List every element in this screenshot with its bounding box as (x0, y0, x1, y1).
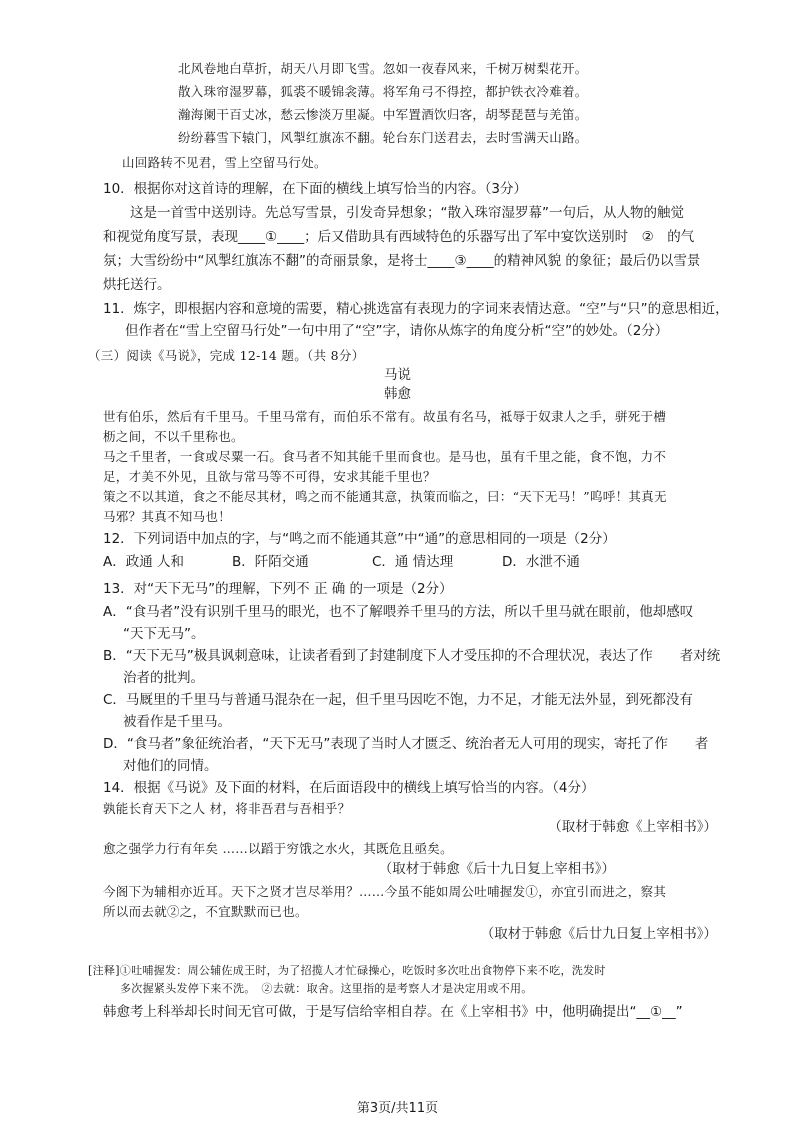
material-2: 愈之强学力行有年矣 ……以蹈于穷饿之水火，其既危且亟矣。 (103, 841, 453, 856)
q10-line: 氛；大雪纷纷中“风掣红旗冻不翻”的奇丽景象，是将士____③____的精神风貌 的象征；最后仍以雪景 (103, 253, 701, 269)
q12-option-b: B．阡陌交通 (232, 554, 309, 570)
essay-para: 足，才美不外见，且欲与常马等不可得，安求其能千里也？ (103, 469, 436, 484)
q12-option-a: A．政通 人和 (103, 554, 185, 570)
question-14-stem: 14．根据《马说》及下面的材料，在后面语段中的横线上填写恰当的内容。（4分） (103, 780, 595, 796)
essay-para: 策之不以其道，食之不能尽其材，鸣之而不能通其意，执策而临之，曰：“天下无马！”呜呼！其真无 (103, 489, 667, 504)
essay-para: 马邪？其真不知马也！ (103, 509, 232, 524)
poem-line: 纷纷暮雪下辕门，风掣红旗冻不翻。轮台东门送君去，去时雪满天山路。 (178, 130, 588, 145)
q13-option-line: A．“食马者”没有识别千里马的眼光，也不了解喂养千里马的方法，所以千里马就在眼前，他却感叹 (103, 604, 694, 620)
essay-para: 世有伯乐，然后有千里马。千里马常有，而伯乐不常有。故虽有名马，祗辱于奴隶人之手，骈死于槽 (103, 409, 667, 424)
q13-option-line: D．“食马者”象征统治者，“天下无马”表现了当时人才匮乏、统治者无人可用的现实，寄托了作 者 (103, 736, 709, 752)
question-13-stem: 13．对“天下无马”的理解，下列不 正 确 的一项是（2分） (103, 581, 453, 597)
question-12-stem: 12．下列词语中加点的字，与“鸣之而不能通其意”中“通”的意思相同的一项是（2分） (103, 531, 616, 547)
q13-option-line: C．马厩里的千里马与普通马混杂在一起，但千里马因吃不饱，力不足，才能无法外显，到死都没有 (103, 692, 693, 708)
q13-option-line: B．“天下无马”极具讽刺意味，让读者看到了封建制度下人才受压抑的不合理状况，表达了作 者对统 (103, 648, 721, 664)
annotation-note: [注释]①吐哺握发：周公辅佐成王时，为了招揽人才忙碌操心，吃饭时多次吐出食物停下来不吃，洗发时 (88, 964, 606, 977)
q12-option-d: D．水泄不通 (502, 554, 580, 570)
question-11-line: 11．炼字，即根据内容和意境的需要，精心挑选富有表现力的字词来表情达意。“空”与“只”的意思相近， (103, 301, 729, 317)
poem-line: 瀚海阑干百丈冰，愁云惨淡万里凝。中军置酒饮归客，胡琴琵琶与羌笛。 (178, 107, 588, 122)
essay-author: 韩愈 (384, 386, 411, 402)
section-heading: （三）阅读《马说》，完成 12-14 题。（共 8分） (88, 348, 365, 363)
essay-para: 枥之间，不以千里称也。 (103, 429, 244, 444)
q13-option-line: 对他们的同情。 (123, 758, 218, 774)
poem-line: 散入珠帘湿罗幕，狐裘不暖锦衾薄。将军角弓不得控，都护铁衣冷难着。 (178, 84, 588, 99)
material-3-source: （取材于韩愈《后廿九日复上宰相书》） (480, 926, 717, 942)
material-1: 孰能长育天下之人 材，将非吾君与吾相乎？ (103, 801, 351, 816)
q13-option-line: 治者的批判。 (123, 670, 204, 686)
material-2-source: （取材于韩愈《后十九日复上宰相书》） (378, 861, 615, 877)
poem-line: 山回路转不见君，雪上空留马行处。 (122, 155, 327, 170)
q12-option-c: C．通 情达理 (372, 554, 454, 570)
material-3: 所以而去就②之，不宜默默而已也。 (103, 904, 308, 919)
annotation-note: 多次握紧头发停下来不洗。 ②去就：取舍。这里指的是考察人才是决定用或不用。 (120, 982, 533, 995)
material-3: 今阁下为辅相亦近耳。天下之贤才岂尽举用？……今虽不能如周公吐哺握发①，亦宜引而进之，察其 (103, 884, 667, 899)
q13-option-line: “天下无马”。 (123, 626, 205, 642)
essay-title: 马说 (384, 367, 411, 383)
q10-line: 和视觉角度写景，表现____①____；后又借助具有西域特色的乐器写出了军中宴饮送别时 ② 的气 (103, 229, 695, 245)
q13-option-line: 被看作是千里马。 (123, 714, 231, 730)
question-14-final: 韩愈考上科举却长时间无官可做，于是写信给宰相自荐。在《上宰相书》中，他明确提出“__①__” (103, 1004, 683, 1020)
question-10-stem: 10．根据你对这首诗的理解，在下面的横线上填写恰当的内容。（3分） (103, 181, 528, 197)
q10-line: 烘托送行。 (103, 277, 171, 293)
q10-line: 这是一首雪中送别诗。先总写雪景，引发奇异想象；“散入珠帘湿罗幕”一句后，从人物的触觉 (130, 205, 684, 221)
poem-line: 北风卷地白草折，胡天八月即飞雪。忽如一夜春风来，千树万树梨花开。 (178, 61, 588, 76)
page-footer: 第3页/共11页 (356, 1101, 439, 1116)
essay-para: 马之千里者，一食或尽粟一石。食马者不知其能千里而食也。是马也，虽有千里之能，食不饱，力不 (103, 449, 667, 464)
question-11-line: 但作者在“雪上空留马行处”一句中用了“空”字，请你从炼字的角度分析“空”的妙处。（2分） (125, 323, 669, 339)
material-1-source: （取材于韩愈《上宰相书》） (548, 819, 717, 835)
